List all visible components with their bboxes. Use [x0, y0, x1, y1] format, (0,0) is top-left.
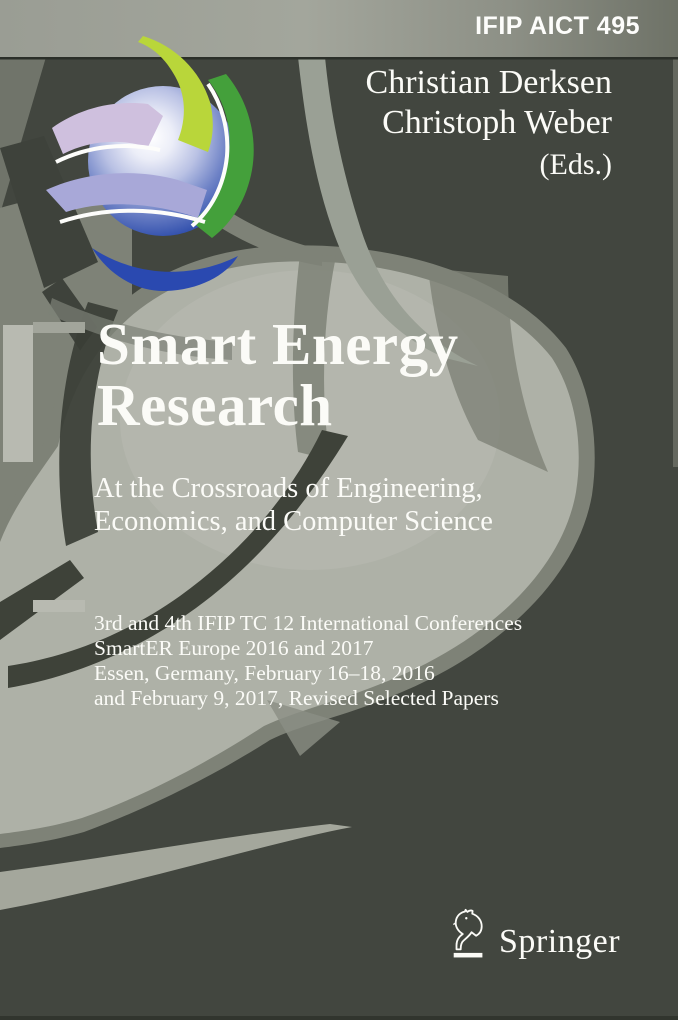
editors-suffix: (Eds.) [539, 148, 612, 181]
publisher-logo [446, 908, 620, 960]
bottom-edge [0, 1016, 678, 1020]
book-subtitle [94, 472, 493, 538]
conference-info-line: and February 9, 2017, Revised Selected Papers [94, 686, 499, 710]
edge-strip [673, 57, 678, 467]
conference-info [94, 611, 522, 711]
book-title-line2: Research [97, 372, 333, 438]
book-title-line1: Smart Energy [97, 311, 459, 377]
book-subtitle-line2: Economics, and Computer Science [94, 506, 493, 537]
bracket-mark [3, 325, 33, 462]
series-banner-label: IFIP AICT 495 [475, 12, 640, 40]
book-subtitle-line1: At the Crossroads of Engineering, [94, 473, 483, 504]
publisher-name: Springer [499, 923, 621, 960]
springer-knight-icon [446, 908, 488, 960]
bracket-mark [33, 600, 85, 612]
editor-name: Christoph Weber [382, 104, 612, 141]
editor-name: Christian Derksen [365, 64, 612, 101]
banner-underline [0, 57, 678, 60]
bracket-mark [33, 322, 85, 333]
conference-info-line: 3rd and 4th IFIP TC 12 International Conferences [94, 611, 523, 635]
conference-info-line: SmartER Europe 2016 and 2017 [94, 636, 374, 660]
book-title [97, 311, 459, 438]
editors-block [366, 63, 612, 183]
conference-info-line: Essen, Germany, February 16–18, 2016 [94, 661, 435, 685]
